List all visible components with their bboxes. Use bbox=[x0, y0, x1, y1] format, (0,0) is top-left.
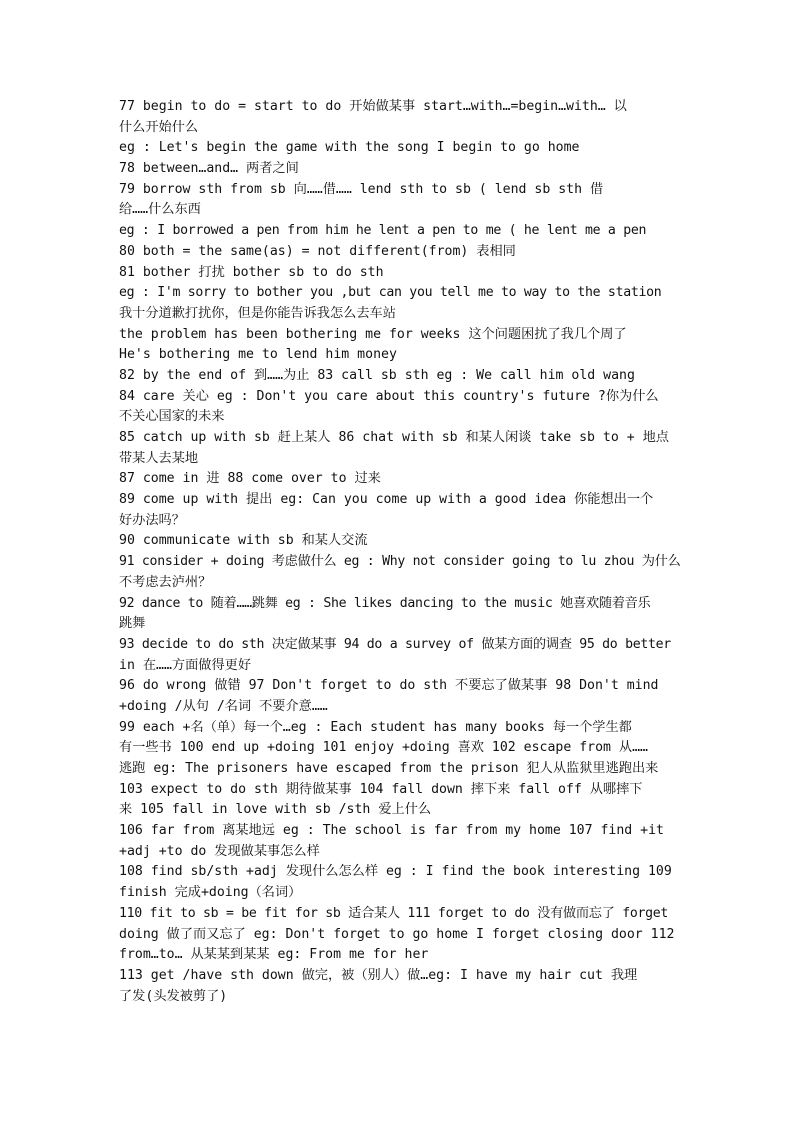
text-line: 84 care 关心 eg : Don't you care about this country's future ?你为什么 bbox=[119, 388, 659, 404]
text-line: 103 expect to do sth 期待做某事 104 fall down 摔下来 fall off 从哪摔下 bbox=[119, 781, 643, 797]
text-line: 81 bother 打扰 bother sb to do sth bbox=[119, 264, 384, 280]
text-line: 110 fit to sb = be fit for sb 适合某人 111 forget to do 没有做而忘了 forget bbox=[119, 905, 669, 921]
text-line: doing 做了而又忘了 eg: Don't forget to go home I forget closing door 112 bbox=[119, 926, 675, 942]
text-line: 106 far from 离某地远 eg : The school is far from my home 107 find +it bbox=[119, 823, 665, 839]
text-line: 80 both = the same(as) = not different(from) 表相同 bbox=[119, 243, 516, 259]
text-line: +adj +to do 发现做某事怎么样 bbox=[119, 843, 320, 859]
text-line: 87 come in 进 88 come over to 过来 bbox=[119, 471, 381, 487]
text-line: 99 each +名（单）每一个…eg : Each student has many books 每一个学生都 bbox=[119, 719, 632, 735]
document-body bbox=[119, 97, 734, 1007]
text-line: eg : I borrowed a pen from him he lent a pen to me ( he lent me a pen bbox=[119, 223, 647, 239]
text-line: finish 完成+doing（名词） bbox=[119, 885, 302, 901]
text-line: 不考虑去泸州？ bbox=[119, 574, 212, 590]
text-line: 我十分道歉打扰你，但是你能告诉我怎么去车站 bbox=[119, 305, 396, 321]
text-line: 了发(头发被剪了) bbox=[119, 988, 228, 1004]
text-line: from…to… 从某某到某某 eg: From me for her bbox=[119, 947, 429, 963]
text-line: in 在……方面做得更好 bbox=[119, 657, 252, 673]
text-line: 108 find sb/sth +adj 发现什么怎么样 eg : I find the book interesting 109 bbox=[119, 864, 672, 880]
text-line: 85 catch up with sb 赶上某人 86 chat with sb 和某人闲谈 take sb to + 地点 bbox=[119, 430, 669, 445]
text-line: 不关心国家的未来 bbox=[119, 409, 225, 425]
text-line: 什么开始什么 bbox=[119, 119, 199, 135]
text-line: 跳舞 bbox=[119, 616, 146, 632]
text-line: 给……什么东西 bbox=[119, 202, 201, 218]
text-line: 77 begin to do = start to do 开始做某事 start…with…=begin…with… 以 bbox=[119, 99, 627, 114]
text-line: 89 come up with 提出 eg: Can you come up with a good idea 你能想出一个 bbox=[119, 492, 654, 508]
text-line: eg : I'm sorry to bother you ,but can you tell me to way to the station bbox=[119, 285, 662, 301]
text-line: eg : Let's begin the game with the song I begin to go home bbox=[119, 140, 580, 156]
text-line: +doing /从句 /名词 不要介意…… bbox=[119, 698, 328, 714]
text-line: 来 105 fall in love with sb /sth 爱上什么 bbox=[119, 802, 432, 818]
text-line: 92 dance to 随着……跳舞 eg : She likes dancing to the music 她喜欢随着音乐 bbox=[119, 595, 651, 611]
text-line: 78 between…and… 两者之间 bbox=[119, 161, 299, 177]
text-line: 113 get /have sth down 做完，被（别人）做…eg: I have my hair cut 我理 bbox=[119, 967, 638, 983]
text-line: 82 by the end of 到……为止 83 call sb sth eg : We call him old wang bbox=[119, 367, 635, 383]
text-line: the problem has been bothering me for weeks 这个问题困扰了我几个周了 bbox=[119, 326, 627, 342]
text-line: 逃跑 eg: The prisoners have escaped from the prison 犯人从监狱里逃跑出来 bbox=[119, 761, 659, 776]
text-line: 有一些书 100 end up +doing 101 enjoy +doing 喜欢 102 escape from 从…… bbox=[119, 740, 648, 756]
text-line: 90 communicate with sb 和某人交流 bbox=[119, 533, 368, 549]
text-line: 93 decide to do sth 决定做某事 94 do a survey of 做某方面的调查 95 do better bbox=[119, 636, 671, 652]
text-line: 96 do wrong 做错 97 Don't forget to do sth 不要忘了做某事 98 Don't mind bbox=[119, 678, 659, 694]
text-line: 79 borrow sth from sb 向……借…… lend sth to sb ( lend sb sth 借 bbox=[119, 181, 604, 197]
text-line: He's bothering me to lend him money bbox=[119, 347, 397, 363]
text-line: 带某人去某地 bbox=[119, 450, 199, 466]
text-line: 好办法吗？ bbox=[119, 512, 185, 528]
text-line: 91 consider + doing 考虑做什么 eg : Why not consider going to lu zhou 为什么 bbox=[119, 554, 681, 570]
